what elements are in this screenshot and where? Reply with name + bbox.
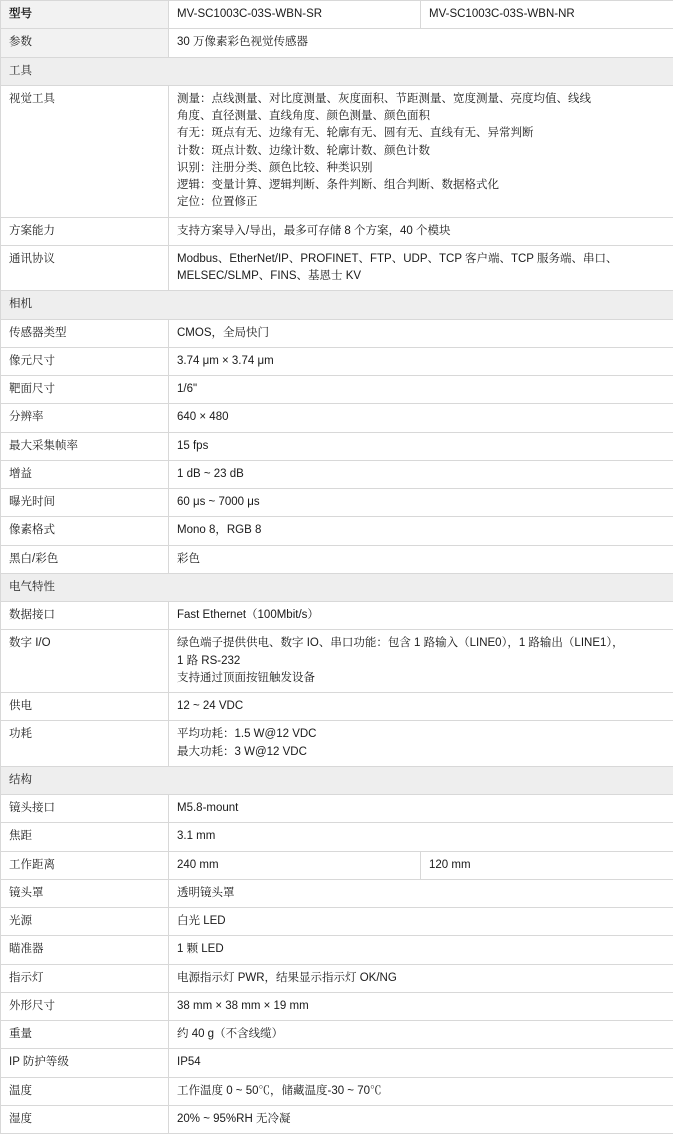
table-row-resolution bbox=[1, 404, 673, 432]
power-consumption-value bbox=[169, 721, 673, 767]
vision-tools-line-5: 识别：注册分类、颜色比较、种类识别 bbox=[177, 160, 665, 177]
light-source-value: 白光 LED bbox=[169, 908, 673, 936]
vision-tools-line-4: 计数：斑点计数、边缘计数、轮廓计数、颜色计数 bbox=[177, 143, 665, 160]
table-row-lens-cover bbox=[1, 879, 673, 907]
aimer-value: 1 颗 LED bbox=[169, 936, 673, 964]
model-label: 型号 bbox=[1, 1, 169, 29]
digital-io-label: 数字 I/O bbox=[1, 630, 169, 693]
model-value-sr: MV-SC1003C-03S-WBN-SR bbox=[169, 1, 421, 29]
table-row-ip-rating bbox=[1, 1049, 673, 1077]
table-row-scheme bbox=[1, 217, 673, 245]
table-row-aimer bbox=[1, 936, 673, 964]
light-source-label: 光源 bbox=[1, 908, 169, 936]
focal-length-label: 焦距 bbox=[1, 823, 169, 851]
lens-mount-label: 镜头接口 bbox=[1, 795, 169, 823]
color-value: 彩色 bbox=[169, 545, 673, 573]
power-consumption-label: 功耗 bbox=[1, 721, 169, 767]
table-row-lens-mount bbox=[1, 795, 673, 823]
table-row-model bbox=[1, 1, 673, 29]
digital-io-line-1: 绿色端子提供供电、数字 IO、串口功能：包含 1 路输入（LINE0），1 路输出（LINE1）， bbox=[177, 635, 665, 652]
ip-rating-label: IP 防护等级 bbox=[1, 1049, 169, 1077]
table-row-gain bbox=[1, 460, 673, 488]
table-row-pixel-format bbox=[1, 517, 673, 545]
scheme-value: 支持方案导入/导出，最多可存储 8 个方案，40 个模块 bbox=[169, 217, 673, 245]
indicator-label: 指示灯 bbox=[1, 964, 169, 992]
resolution-label: 分辨率 bbox=[1, 404, 169, 432]
lens-mount-value: M5.8-mount bbox=[169, 795, 673, 823]
section-row-structure bbox=[1, 766, 673, 794]
indicator-value: 电源指示灯 PWR，结果显示指示灯 OK/NG bbox=[169, 964, 673, 992]
resolution-value: 640 × 480 bbox=[169, 404, 673, 432]
digital-io-line-3: 支持通过顶面按钮触发设备 bbox=[177, 670, 665, 687]
protocol-line-2: MELSEC/SLMP、FINS、基恩士 KV bbox=[177, 268, 665, 285]
target-size-label: 靶面尺寸 bbox=[1, 376, 169, 404]
temperature-value: 工作温度 0 ~ 50℃，储藏温度-30 ~ 70℃ bbox=[169, 1077, 673, 1105]
table-row-parameter bbox=[1, 29, 673, 57]
weight-value: 约 40 g（不含线缆） bbox=[169, 1021, 673, 1049]
temperature-label: 温度 bbox=[1, 1077, 169, 1105]
table-row-light-source bbox=[1, 908, 673, 936]
table-row-power-consumption bbox=[1, 721, 673, 767]
section-title-tools: 工具 bbox=[1, 57, 673, 85]
table-row-color bbox=[1, 545, 673, 573]
table-row-working-distance bbox=[1, 851, 673, 879]
exposure-label: 曝光时间 bbox=[1, 489, 169, 517]
section-row-electrical bbox=[1, 573, 673, 601]
working-distance-label: 工作距离 bbox=[1, 851, 169, 879]
table-row-dimensions bbox=[1, 992, 673, 1020]
vision-tools-line-6: 逻辑：变量计算、逻辑判断、条件判断、组合判断、数据格式化 bbox=[177, 177, 665, 194]
table-row-frame-rate bbox=[1, 432, 673, 460]
data-interface-label: 数据接口 bbox=[1, 602, 169, 630]
exposure-value: 60 μs ~ 7000 μs bbox=[169, 489, 673, 517]
pixel-size-value: 3.74 μm × 3.74 μm bbox=[169, 347, 673, 375]
target-size-value: 1/6" bbox=[169, 376, 673, 404]
humidity-label: 湿度 bbox=[1, 1105, 169, 1133]
section-title-electrical: 电气特性 bbox=[1, 573, 673, 601]
working-distance-value-sr: 240 mm bbox=[169, 851, 421, 879]
section-title-camera: 相机 bbox=[1, 291, 673, 319]
aimer-label: 瞄准器 bbox=[1, 936, 169, 964]
digital-io-line-2: 1 路 RS-232 bbox=[177, 653, 665, 670]
sensor-type-label: 传感器类型 bbox=[1, 319, 169, 347]
table-row-humidity bbox=[1, 1105, 673, 1133]
vision-tools-line-2: 角度、直径测量、直线角度、颜色测量、颜色面积 bbox=[177, 108, 665, 125]
protocol-line-1: Modbus、EtherNet/IP、PROFINET、FTP、UDP、TCP 客户端、TCP 服务端、串口、 bbox=[177, 251, 665, 268]
table-row-pixel-size bbox=[1, 347, 673, 375]
table-row-exposure bbox=[1, 489, 673, 517]
dimensions-value: 38 mm × 38 mm × 19 mm bbox=[169, 992, 673, 1020]
model-value-nr: MV-SC1003C-03S-WBN-NR bbox=[421, 1, 673, 29]
table-row-target-size bbox=[1, 376, 673, 404]
protocol-label: 通讯协议 bbox=[1, 245, 169, 291]
focal-length-value: 3.1 mm bbox=[169, 823, 673, 851]
section-title-structure: 结构 bbox=[1, 766, 673, 794]
working-distance-value-nr: 120 mm bbox=[421, 851, 673, 879]
parameter-value: 30 万像素彩色视觉传感器 bbox=[169, 29, 673, 57]
frame-rate-value: 15 fps bbox=[169, 432, 673, 460]
digital-io-value bbox=[169, 630, 673, 693]
table-row-power-supply bbox=[1, 693, 673, 721]
vision-tools-line-7: 定位：位置修正 bbox=[177, 194, 665, 211]
power-consumption-line-2: 最大功耗：3 W@12 VDC bbox=[177, 744, 665, 761]
vision-tools-value bbox=[169, 85, 673, 217]
gain-value: 1 dB ~ 23 dB bbox=[169, 460, 673, 488]
weight-label: 重量 bbox=[1, 1021, 169, 1049]
pixel-format-label: 像素格式 bbox=[1, 517, 169, 545]
gain-label: 增益 bbox=[1, 460, 169, 488]
table-row-weight bbox=[1, 1021, 673, 1049]
power-consumption-line-1: 平均功耗：1.5 W@12 VDC bbox=[177, 726, 665, 743]
data-interface-value: Fast Ethernet（100Mbit/s） bbox=[169, 602, 673, 630]
scheme-label: 方案能力 bbox=[1, 217, 169, 245]
lens-cover-value: 透明镜头罩 bbox=[169, 879, 673, 907]
vision-tools-line-3: 有无：斑点有无、边缘有无、轮廓有无、圆有无、直线有无、异常判断 bbox=[177, 125, 665, 142]
section-row-camera bbox=[1, 291, 673, 319]
table-row-focal-length bbox=[1, 823, 673, 851]
power-supply-label: 供电 bbox=[1, 693, 169, 721]
parameter-label: 参数 bbox=[1, 29, 169, 57]
sensor-type-value: CMOS，全局快门 bbox=[169, 319, 673, 347]
ip-rating-value: IP54 bbox=[169, 1049, 673, 1077]
table-row-data-interface bbox=[1, 602, 673, 630]
table-row-indicator bbox=[1, 964, 673, 992]
table-row-digital-io bbox=[1, 630, 673, 693]
pixel-format-value: Mono 8，RGB 8 bbox=[169, 517, 673, 545]
color-label: 黑白/彩色 bbox=[1, 545, 169, 573]
vision-tools-line-1: 测量：点线测量、对比度测量、灰度面积、节距测量、宽度测量、亮度均值、线线 bbox=[177, 91, 665, 108]
table-row-temperature bbox=[1, 1077, 673, 1105]
table-row-sensor-type bbox=[1, 319, 673, 347]
lens-cover-label: 镜头罩 bbox=[1, 879, 169, 907]
table-row-protocol bbox=[1, 245, 673, 291]
power-supply-value: 12 ~ 24 VDC bbox=[169, 693, 673, 721]
section-row-tools bbox=[1, 57, 673, 85]
dimensions-label: 外形尺寸 bbox=[1, 992, 169, 1020]
pixel-size-label: 像元尺寸 bbox=[1, 347, 169, 375]
vision-tools-label: 视觉工具 bbox=[1, 85, 169, 217]
table-row-vision-tools bbox=[1, 85, 673, 217]
humidity-value: 20% ~ 95%RH 无冷凝 bbox=[169, 1105, 673, 1133]
frame-rate-label: 最大采集帧率 bbox=[1, 432, 169, 460]
protocol-value bbox=[169, 245, 673, 291]
